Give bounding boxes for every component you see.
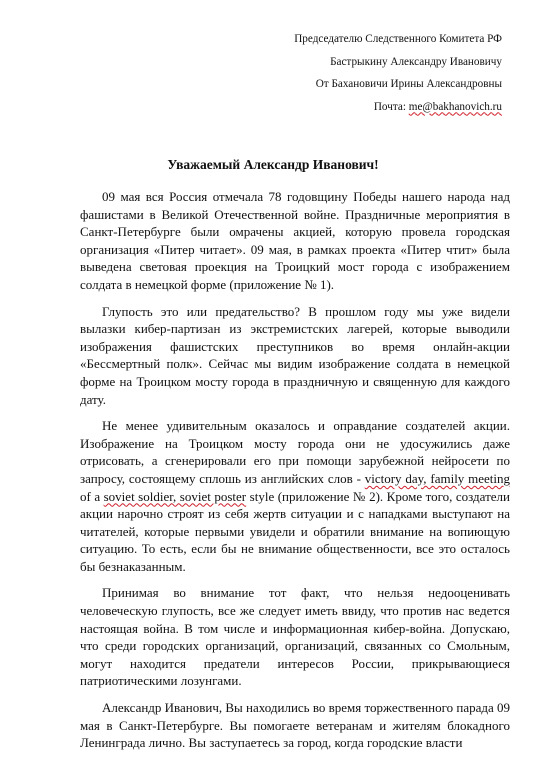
paragraph-5: Александр Иванович, Вы находились во время торжественного парада 09 мая в Санкт-Петербурге. Вы помогаете ветеранам и жителям блокадного Ленинграда лично. Вы заступаетесь за город, когда городские власти (80, 700, 511, 751)
sender-line: От Бахановичи Ирины Александровны (315, 78, 502, 90)
email-label: Почта: (373, 100, 409, 113)
paragraph-3 (80, 417, 510, 575)
paragraph-3-text-a: Не менее удивительным оказалось и оправдание создателей акции. Изображение на Троицком мосту города они не удосужились даже отрисовать, а сгенерировали его при помощи зарубежной нейросети по запросу, состоящему сплошь из английских слов - (80, 418, 510, 486)
paragraph-4: Принимая во внимание тот факт, что нельзя недооценивать человеческую глупость, все же следует иметь ввиду, что против нас ведется настоящая война. В том числе и информационная кибер-война. Допускаю, что среди городских организаций, организаций, связанных со Смольным, могут находится предатели интересов России, прикрывающиеся патриотическими лозунгами. (80, 585, 510, 689)
english-query-words-1: victory day, family meeting (364, 470, 510, 486)
letter-header (294, 28, 502, 118)
recipient-name-line: Бастрыкину Александру Ивановичу (330, 55, 502, 68)
email-address: me@bakhanovich.ru (408, 100, 502, 113)
paragraph-3-text-b: style (приложение № 2). Кроме того, создатели акции нарочно строят из себя жертв ситуации и с нападками выступают на читателей, которые первыми увидели и обратили внимание на вопиющую ситуацию. То есть, если бы не внимание общественности, все это осталось бы безнаказанным. (80, 488, 510, 574)
paragraph-2: Глупость это или предательство? В прошлом году мы уже видели вылазки кибер-партизан из экстремистских лагерей, которые выводили изображения фашистских преступников во время онлайн-акции «Бессмертный полк». Сейчас мы видим изображение солдата в немецкой форме на Троицком мосту города в праздничную и священную для каждого дату. (80, 303, 510, 407)
english-query-words-3: soviet soldier, soviet poster (103, 488, 247, 504)
salutation: Уважаемый Александр Иванович! (167, 157, 379, 172)
english-query-words-2: of a (80, 488, 104, 504)
recipient-title-line: Председателю Следственного Комитета РФ (294, 33, 502, 45)
letter-body (80, 188, 510, 761)
paragraph-1: 09 мая вся Россия отмечала 78 годовщину Победы нашего народа над фашистами в Великой Отечественной войне. Праздничные мероприятия в Санкт-Петербурге были омрачены акцией, которую провела городская организация «Питер читает». 09 мая, в рамках проекта «Питер чтит» была выведена световая проекция на Троицкий мост города с изображением солдата в немецкой форме (приложение № 1). (80, 189, 510, 292)
email-line (294, 96, 502, 119)
